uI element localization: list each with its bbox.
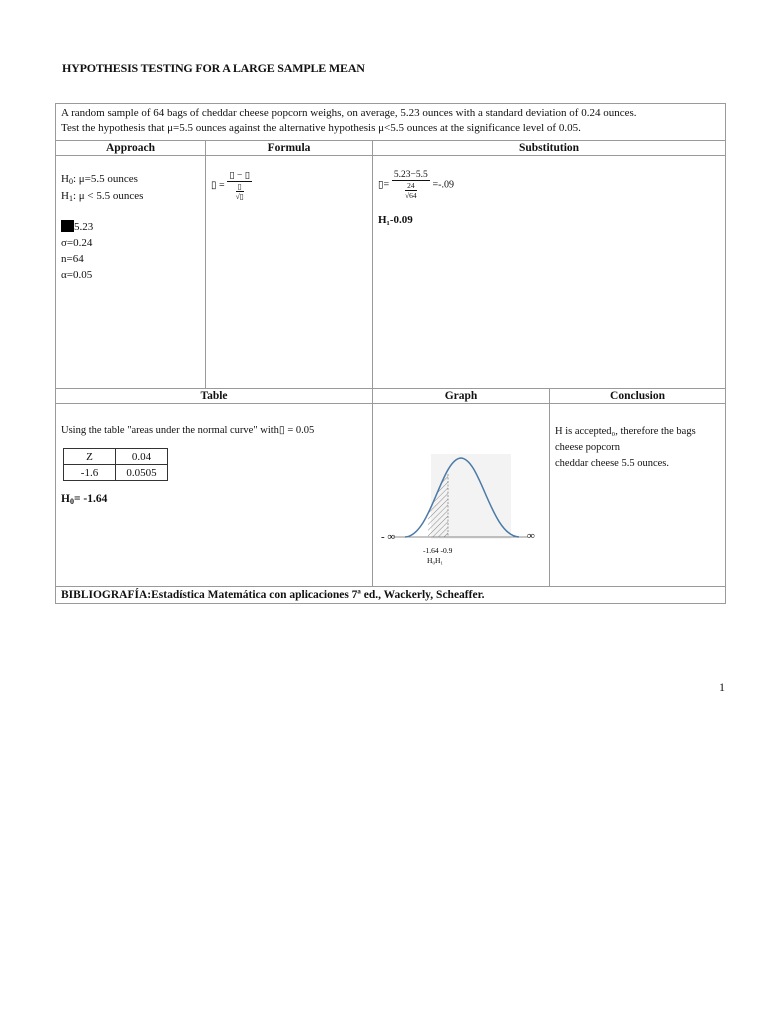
table-row (64, 465, 168, 481)
problem-line-1: A random sample of 64 bags of cheddar cheese popcorn weighs, on average, 5.23 ounces with a standard deviation of 0.24 ounces. (61, 107, 637, 119)
substitution-cell (373, 156, 726, 389)
sample-size: n=64 (61, 253, 84, 265)
formula-cell (206, 156, 373, 389)
header-approach: Approach (56, 141, 206, 156)
graph-cell (373, 404, 550, 587)
hypothesis-labels: H₀H₁ (427, 556, 444, 565)
formula-fraction: $\frac{▯ - ▯}{\frac{▯}{√▯}}$ (229, 171, 250, 201)
conclusion-line-3: cheddar cheese 5.5 ounces. (555, 458, 669, 469)
conclusion-line-1: H is accepted₀, therefore the bags (555, 426, 696, 437)
plus-infinity-label: ∞ (527, 530, 535, 542)
header-substitution: Substitution (373, 141, 726, 156)
page-number: 1 (719, 680, 725, 694)
table-intro: Using the table "areas under the normal curve" with▯ = 0.05 (61, 425, 315, 436)
alt-hypothesis: H1: μ < 5.5 ounces (61, 190, 144, 203)
computed-z: H₁-0.09 (378, 214, 413, 226)
critical-value: H0= -1.64 (61, 493, 108, 506)
z-table-cell: 0.04 (116, 449, 168, 465)
std-dev: σ=0.24 (61, 237, 93, 249)
bibliography: BIBLIOGRAFÍA:Estadística Matemática con aplicaciones 7ª ed., Wackerly, Scheaffer. (56, 587, 726, 604)
problem-line-2: Test the hypothesis that μ=5.5 ounces against the alternative hypothesis μ<5.5 ounces at the significance level of 0.05. (61, 122, 581, 134)
z-formula: ▯ = $\frac{▯ - ▯}{\frac{▯}{√▯}}$ (211, 171, 250, 201)
z-substitution: ▯= $\frac{5.23-5.5}{\frac{24}{√64}}$ =-.09 (378, 170, 454, 200)
problem-statement (56, 104, 726, 141)
tick-labels: -1.64 -0.9 (423, 546, 453, 555)
normal-curve-graph (373, 404, 549, 586)
minus-infinity-label: - ∞ (381, 531, 396, 543)
header-formula: Formula (206, 141, 373, 156)
conclusion-cell (550, 404, 726, 587)
sample-mean: 5.23 (61, 219, 200, 235)
header-table: Table (56, 389, 373, 404)
table-cell (56, 404, 373, 587)
header-conclusion: Conclusion (550, 389, 726, 404)
document-title: HYPOTHESIS TESTING FOR A LARGE SAMPLE MEAN (62, 61, 365, 75)
significance-level: α=0.05 (61, 269, 93, 281)
header-graph: Graph (373, 389, 550, 404)
xbar-symbol-icon (61, 220, 74, 232)
hypothesis-table (55, 103, 726, 604)
z-table-cell: -1.6 (64, 465, 116, 481)
null-hypothesis: H0: μ=5.5 ounces (61, 173, 138, 186)
z-table-cell: Z (64, 449, 116, 465)
conclusion-line-2: cheese popcorn (555, 442, 621, 453)
z-table-cell: 0.0505 (116, 465, 168, 481)
substitution-fraction: $\frac{5.23-5.5}{\frac{24}{√64}}$ (393, 170, 428, 200)
z-table (63, 448, 168, 481)
approach-cell (56, 156, 206, 389)
table-row (64, 449, 168, 465)
